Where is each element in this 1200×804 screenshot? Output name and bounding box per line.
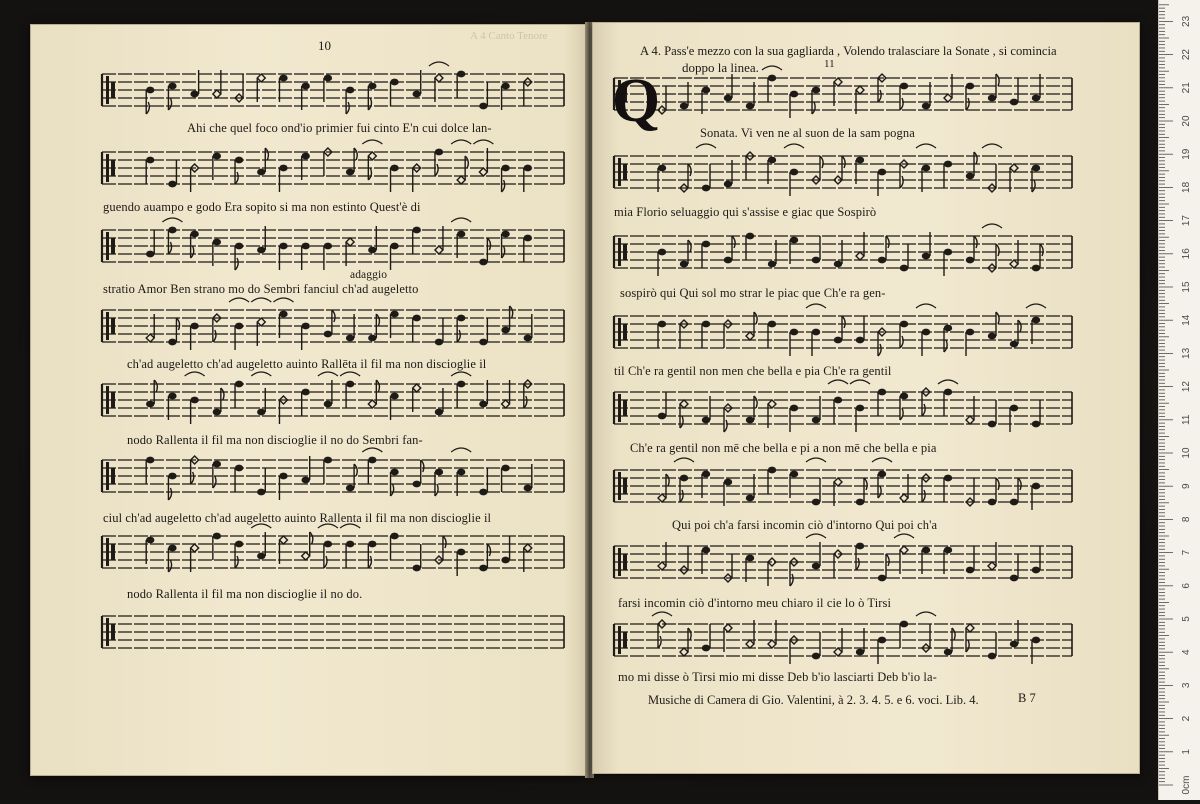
music-note <box>966 329 974 356</box>
right-page-number: 11 <box>824 58 835 70</box>
music-note <box>168 473 176 500</box>
lyric-line-2: mia Florio seluaggio qui s'assise e giac que Sospirò <box>614 205 877 219</box>
music-note <box>479 238 490 265</box>
music-note <box>324 457 332 484</box>
music-note <box>190 323 198 350</box>
music-note <box>479 468 487 495</box>
music-note <box>324 310 335 337</box>
lyric-line-2: guendo auampo e godo Era sopito si ma non estinto Quest'è di <box>103 200 421 214</box>
music-note <box>746 233 754 260</box>
ruler-label: 17 <box>1181 215 1192 227</box>
right-page-header-line2: doppo la linea. <box>682 60 759 75</box>
staff-4 <box>614 304 1072 356</box>
music-note <box>834 316 845 343</box>
staff-8 <box>614 612 1072 664</box>
staff-4 <box>102 298 564 350</box>
music-note <box>768 321 776 348</box>
ruler-label: 5 <box>1181 616 1192 622</box>
music-note <box>213 533 221 560</box>
music-note <box>1010 405 1018 432</box>
music-note <box>368 541 376 568</box>
ruler-label: 1 <box>1181 749 1192 755</box>
music-note <box>988 632 996 659</box>
ruler-label: 4 <box>1181 649 1192 655</box>
music-note <box>435 318 443 345</box>
music-note <box>451 448 471 496</box>
show-through-text: A 4 Canto Tenore <box>470 30 548 42</box>
music-note <box>501 536 509 563</box>
measuring-ruler <box>1158 0 1200 800</box>
music-note <box>1032 483 1040 510</box>
music-note <box>346 87 354 114</box>
staff-7 <box>102 524 564 576</box>
music-note <box>696 144 716 191</box>
music-note <box>390 243 398 270</box>
music-note <box>762 66 782 102</box>
ruler-label: 16 <box>1181 248 1192 260</box>
left-page <box>30 24 586 776</box>
ruler-label: 19 <box>1181 148 1192 160</box>
music-note <box>413 315 421 342</box>
music-note <box>251 298 271 346</box>
music-note <box>856 478 867 505</box>
ruler-label: 7 <box>1181 549 1192 556</box>
music-note <box>878 236 889 263</box>
right-page <box>592 22 1140 774</box>
music-note <box>168 318 179 345</box>
music-note <box>524 165 532 192</box>
music-note <box>812 236 820 263</box>
music-note <box>235 157 243 184</box>
ruler-label: 9 <box>1181 483 1192 489</box>
music-note <box>878 637 886 664</box>
music-note <box>856 316 864 343</box>
music-note <box>479 82 487 109</box>
staff-5 <box>102 372 564 424</box>
music-note <box>878 169 886 196</box>
music-note <box>501 465 509 492</box>
music-note <box>900 321 908 348</box>
music-note <box>413 460 424 487</box>
music-note <box>966 546 974 573</box>
staff-6 <box>614 458 1072 510</box>
music-note <box>301 323 309 350</box>
music-note <box>1010 78 1018 105</box>
lyric-line-6: Qui poi ch'a farsi incomin ciò d'intorno Qui poi ch'a <box>672 518 938 532</box>
music-note <box>362 448 382 484</box>
music-note <box>479 544 490 571</box>
music-note <box>390 165 398 192</box>
staff-3 <box>102 218 564 270</box>
ruler-label: 15 <box>1181 281 1192 293</box>
music-note <box>806 458 826 505</box>
music-note <box>938 380 958 416</box>
music-note <box>1032 546 1040 573</box>
music-note <box>828 380 848 424</box>
music-note <box>702 241 710 268</box>
music-note <box>878 554 889 581</box>
music-note <box>390 79 398 106</box>
ruler-label: 13 <box>1181 347 1192 359</box>
music-note <box>878 389 886 416</box>
ruler-label: 18 <box>1181 181 1192 193</box>
ruler-label: 8 <box>1181 516 1192 523</box>
music-note <box>251 372 271 415</box>
music-note <box>235 465 243 492</box>
staff-6 <box>102 448 564 500</box>
music-note <box>966 83 974 110</box>
music-note <box>451 372 471 408</box>
music-note <box>652 612 672 648</box>
music-note <box>900 83 908 110</box>
music-note <box>301 243 309 270</box>
music-note <box>324 243 332 270</box>
music-note <box>301 389 309 416</box>
lyric-line-7: farsi incomin ciò d'intorno meu chiaro il cie lo ò Tirsi <box>618 596 892 610</box>
music-note <box>235 381 243 408</box>
music-note <box>457 315 465 342</box>
music-note <box>702 321 710 348</box>
ruler-label: 0cm <box>1181 775 1192 795</box>
music-note <box>1032 244 1043 271</box>
music-note <box>806 534 826 569</box>
ruler-label: 14 <box>1181 314 1192 326</box>
music-note <box>413 544 421 571</box>
music-note <box>988 400 996 427</box>
lyric-line-8: mo mi disse ò Tirsi mio mi disse Deb b'io lasciarti Deb b'io la- <box>618 670 937 684</box>
right-page-header: A 4. Pass'e mezzo con la sua gagliarda , Volendo tralasciare la Sonate , si comincia <box>640 44 1057 58</box>
lyric-line-6: ciul ch'ad augeletto ch'ad augeletto auinto Rallenta il fil ma non discioglie il <box>103 511 492 525</box>
staff-7 <box>614 534 1072 586</box>
lyric-line-3: sospirò qui Qui sol mo strar le piac que Ch'e ra gen- <box>620 286 886 300</box>
decorated-initial: Q <box>611 67 661 135</box>
tempo-mark: adaggio <box>350 269 388 281</box>
music-note <box>702 624 710 651</box>
music-note <box>944 161 952 188</box>
music-note <box>146 157 154 184</box>
staff-1 <box>102 62 564 114</box>
music-note <box>279 165 287 192</box>
music-note <box>1010 554 1018 581</box>
ruler-label: 20 <box>1181 115 1192 127</box>
lyric-line-5: Ch'e ra gentil non mē che bella e pi a non mē che bella e pia <box>630 441 937 455</box>
staff-2 <box>614 144 1072 196</box>
music-note <box>413 227 421 254</box>
music-note <box>257 468 265 495</box>
music-note <box>674 458 694 502</box>
ruler-label: 12 <box>1181 381 1192 393</box>
lyric-line-3: stratio Amor Ben strano mo do Sembri fanciul ch'ad augeletto <box>103 282 419 296</box>
music-note <box>146 457 154 484</box>
empty-staff <box>102 616 564 648</box>
page-footer: Musiche di Camera di Gio. Valentini, à 2. 3. 4. 5. e 6. voci. Lib. 4. <box>648 693 979 707</box>
music-note <box>900 621 908 648</box>
music-note <box>768 467 776 494</box>
music-note <box>1032 637 1040 664</box>
music-note <box>279 243 287 270</box>
music-note <box>944 475 952 502</box>
ruler-label: 6 <box>1181 583 1192 589</box>
staff-5 <box>614 380 1072 432</box>
music-note <box>856 543 864 570</box>
music-note <box>658 321 666 348</box>
music-note <box>479 318 487 345</box>
music-note <box>916 144 936 192</box>
ruler-label: 10 <box>1181 447 1192 459</box>
staff-2 <box>102 140 564 192</box>
lyric-line-1: Sonata. Vi ven ne al suon de la sam pogna <box>700 126 915 140</box>
ruler-ticks <box>1159 0 1200 800</box>
music-note <box>1032 400 1040 427</box>
music-note <box>724 236 735 263</box>
music-note <box>457 71 465 98</box>
left-music-staves <box>30 24 586 776</box>
staff-3 <box>614 224 1072 276</box>
lyric-line-4: til Ch'e ra gentil non men che bella e pia Ch'e ra gentil <box>614 364 892 378</box>
music-note <box>812 632 820 659</box>
lyric-line-1: Ahi che quel foco ond'io primier fui cinto E'n cui dolce lan- <box>187 121 492 135</box>
music-note <box>982 224 1002 272</box>
music-note <box>235 541 243 568</box>
music-note <box>390 533 398 560</box>
left-page-number: 10 <box>318 38 331 53</box>
music-note <box>279 473 287 500</box>
music-note <box>790 405 798 432</box>
music-note <box>790 91 798 118</box>
music-note <box>318 372 338 407</box>
staff-1 <box>614 66 1072 118</box>
music-note <box>944 249 952 276</box>
music-note <box>473 140 493 176</box>
music-note <box>982 144 1002 192</box>
ruler-label: 2 <box>1181 715 1192 722</box>
music-note <box>966 236 977 263</box>
ruler-label: 23 <box>1181 15 1192 27</box>
music-note <box>340 372 360 408</box>
ruler-label: 21 <box>1181 82 1192 94</box>
music-note <box>524 235 532 262</box>
ruler-label: 3 <box>1181 682 1192 689</box>
music-note <box>235 243 243 270</box>
signature-mark: B 7 <box>1018 691 1036 705</box>
music-note <box>146 87 154 114</box>
ruler-label: 11 <box>1181 414 1192 425</box>
music-note <box>340 524 360 568</box>
music-note <box>501 165 509 192</box>
music-note <box>146 230 154 257</box>
music-note <box>1010 478 1021 505</box>
lyric-line-7: nodo Rallenta il fil ma non discioglie il no do. <box>127 587 363 601</box>
lyric-line-4: ch'ad augeletto ch'ad augeletto auinto Rallēta il fil ma non discioglie il <box>127 357 487 371</box>
music-note <box>251 524 271 559</box>
music-note <box>658 392 666 419</box>
music-note <box>457 549 465 576</box>
music-note <box>988 478 999 505</box>
ruler-label: 22 <box>1181 49 1192 61</box>
music-note <box>451 140 471 184</box>
music-note <box>435 149 443 176</box>
music-note <box>790 329 798 356</box>
music-note <box>318 524 338 568</box>
music-note <box>900 244 908 271</box>
music-note <box>168 160 176 187</box>
music-note <box>658 249 666 276</box>
lyric-line-5: nodo Rallenta il fil ma non discioglie il no do Sembri fan- <box>127 433 423 447</box>
music-note <box>162 218 182 254</box>
